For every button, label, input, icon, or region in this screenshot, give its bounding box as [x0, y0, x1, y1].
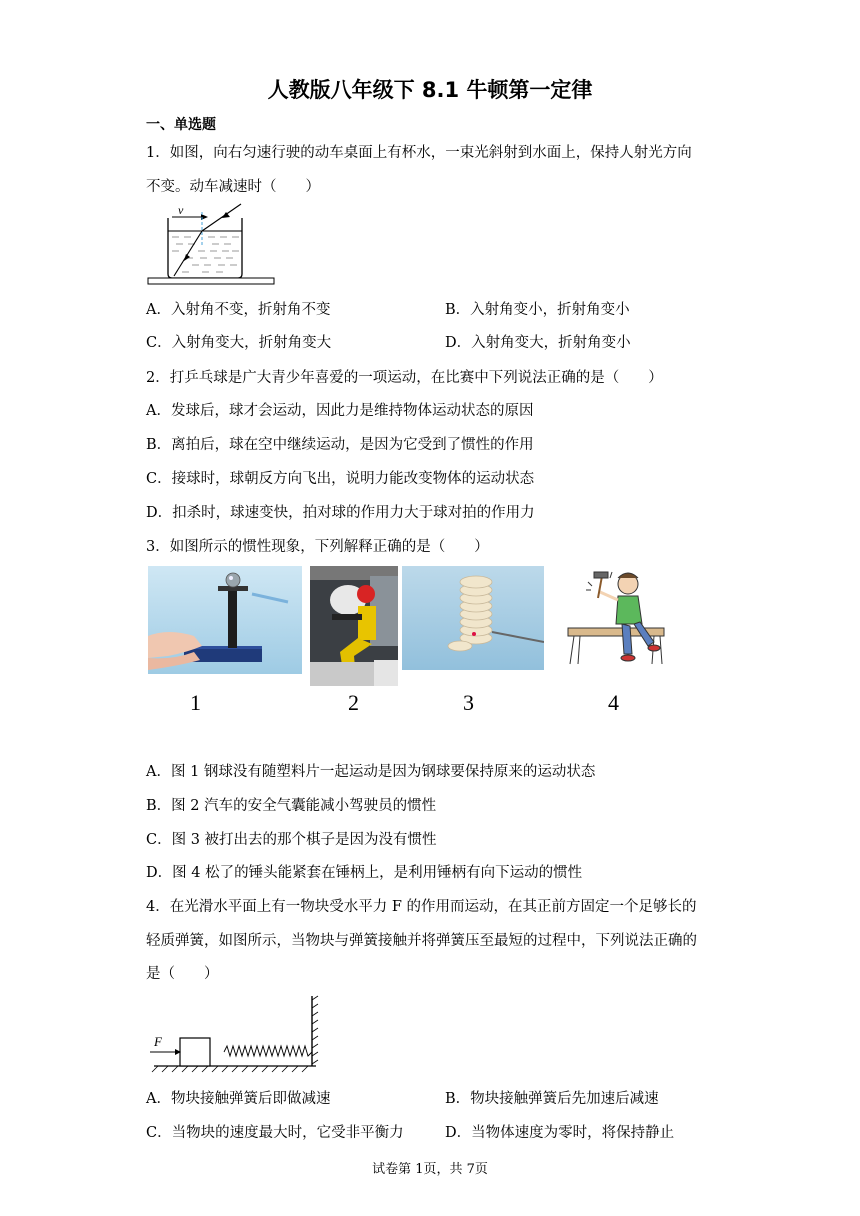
q1-water-cup-figure: [146, 198, 276, 290]
velocity-label: v: [178, 203, 184, 217]
q3-photo-1-inertia-ball: [148, 566, 302, 674]
q3-option-b[interactable]: B．图 2 汽车的安全气囊能减小驾驶员的惯性: [146, 798, 437, 814]
q2-option-a[interactable]: A．发球后，球才会运动，因此力是维持物体运动状态的原因: [146, 403, 534, 419]
q1-option-c[interactable]: C．入射角变大，折射角变大: [146, 335, 332, 351]
q4-option-d[interactable]: D．当物体速度为零时，将保持静止: [445, 1125, 675, 1141]
q4-option-a[interactable]: A．物块接触弹簧后即做减速: [146, 1091, 331, 1107]
q3-stem: 3．如图所示的惯性现象，下列解释正确的是（ ）: [146, 539, 489, 555]
q4-option-b[interactable]: B．物块接触弹簧后先加速后减速: [445, 1091, 659, 1107]
q3-figure-label-1: 1: [190, 690, 201, 715]
q4-option-c[interactable]: C．当物块的速度最大时，它受非平衡力: [146, 1125, 404, 1141]
q1-stem-line2: 不变。动车减速时（ ）: [146, 179, 320, 195]
block: [180, 1038, 210, 1066]
q1-stem-line1: 1．如图，向右匀速行驶的动车桌面上有杯水，一束光斜射到水面上，保持人射光方向: [146, 145, 692, 161]
section-heading: 一、单选题: [146, 117, 216, 133]
refracted-ray: [174, 231, 202, 276]
q3-option-c[interactable]: C．图 3 被打出去的那个棋子是因为没有惯性: [146, 832, 437, 848]
q4-stem-line2: 轻质弹簧，如图所示，当物块与弹簧接触并将弹簧压至最短的过程中，下列说法正确的: [146, 933, 697, 949]
q3-figure-label-2: 2: [348, 690, 359, 715]
incident-ray: [202, 204, 241, 231]
q3-photo-3-checkers: [402, 566, 544, 670]
q3-option-d[interactable]: D．图 4 松了的锤头能紧套在锤柄上，是利用锤柄有向下运动的惯性: [146, 865, 583, 881]
force-label: F: [154, 1034, 162, 1049]
q3-drawing-4-hammer: [558, 568, 668, 672]
spring: [224, 1046, 312, 1056]
q4-stem-line3: 是（ ）: [146, 966, 219, 982]
q1-option-b[interactable]: B．入射角变小，折射角变小: [445, 302, 630, 318]
table-surface: [148, 278, 274, 284]
q2-option-c[interactable]: C．接球时，球朝反方向飞出，说明力能改变物体的运动状态: [146, 471, 535, 487]
q4-stem-line1: 4．在光滑水平面上有一物块受水平力 F 的作用而运动，在其正前方固定一个足够长的: [146, 899, 697, 915]
velocity-arrow: [172, 203, 208, 220]
q1-option-a[interactable]: A．入射角不变，折射角不变: [146, 302, 331, 318]
page-footer: 试卷第 1页，共 7页: [372, 1162, 488, 1177]
page-title: 人教版八年级下 8.1 牛顿第一定律: [267, 78, 593, 102]
q3-figure-label-3: 3: [463, 690, 474, 715]
q3-figure-label-4: 4: [608, 690, 619, 715]
q2-option-d[interactable]: D．扣杀时，球速变快，拍对球的作用力大于球对拍的作用力: [146, 505, 535, 521]
q2-option-b[interactable]: B．离拍后，球在空中继续运动，是因为它受到了惯性的作用: [146, 437, 534, 453]
q3-photo-2-airbag: [310, 566, 398, 686]
q2-stem: 2．打乒乓球是广大青少年喜爱的一项运动，在比赛中下列说法正确的是（ ）: [146, 370, 663, 386]
q4-block-spring-figure: [146, 994, 326, 1074]
q1-option-d[interactable]: D．入射角变大，折射角变小: [445, 335, 631, 351]
q3-option-a[interactable]: A．图 1 钢球没有随塑料片一起运动是因为钢球要保持原来的运动状态: [146, 764, 596, 780]
cup-outline: [168, 218, 242, 278]
